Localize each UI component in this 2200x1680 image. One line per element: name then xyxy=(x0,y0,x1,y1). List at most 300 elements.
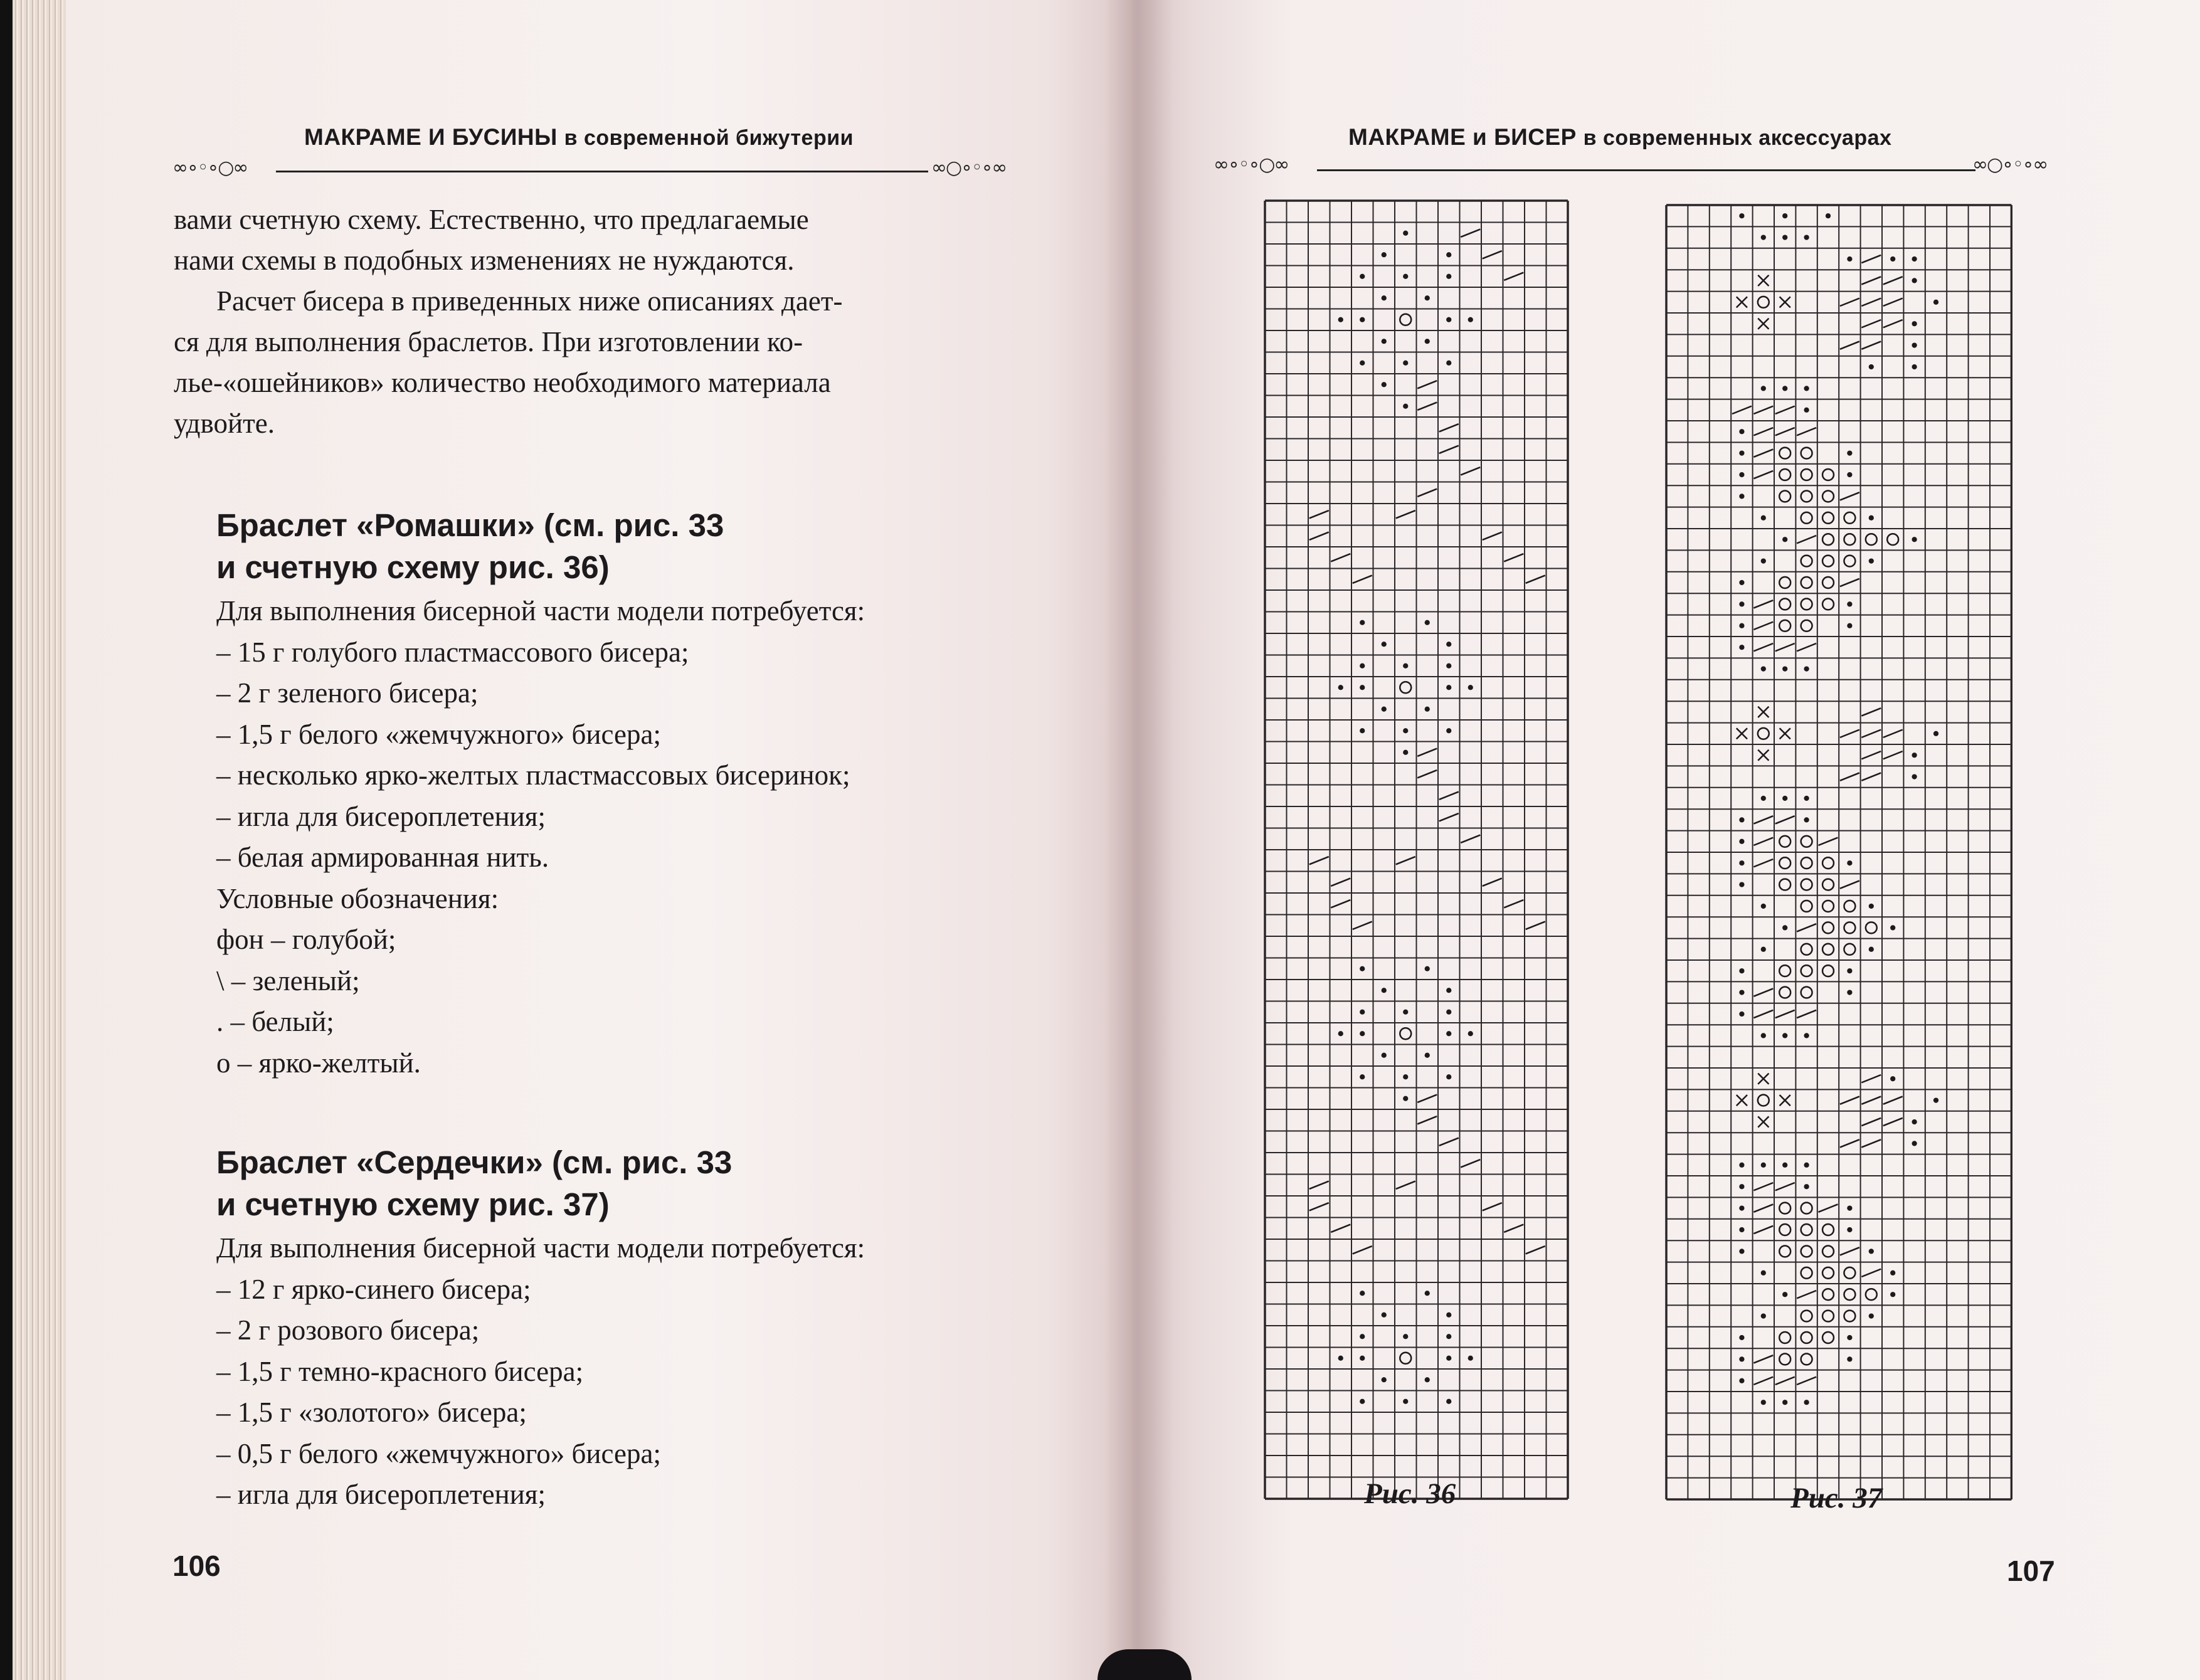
white-bead-mark xyxy=(1761,1313,1766,1318)
green-bead-mark xyxy=(1504,273,1523,280)
cross-bead-mark xyxy=(1758,1116,1769,1127)
white-bead-mark xyxy=(1761,515,1766,520)
white-bead-mark xyxy=(1782,386,1787,391)
section2-line: – 2 г розового бисера; xyxy=(216,1314,480,1346)
cross-bead-mark xyxy=(1758,1074,1769,1084)
green-bead-mark xyxy=(1396,510,1415,518)
cross-bead-mark xyxy=(1737,728,1747,739)
yellow-bead-mark xyxy=(1822,534,1834,545)
yellow-bead-mark xyxy=(1801,598,1812,610)
white-bead-mark xyxy=(1739,450,1744,455)
yellow-bead-mark xyxy=(1822,1245,1834,1257)
left-header-rule xyxy=(276,171,928,172)
white-bead-mark xyxy=(1739,1012,1744,1017)
white-bead-mark xyxy=(1761,386,1766,391)
green-bead-mark xyxy=(1753,859,1773,867)
yellow-bead-mark xyxy=(1801,1203,1812,1214)
white-bead-mark xyxy=(1425,966,1430,971)
green-bead-mark xyxy=(1483,532,1502,540)
cross-bead-mark xyxy=(1780,297,1790,307)
white-bead-mark xyxy=(1425,1053,1430,1058)
green-bead-mark xyxy=(1439,446,1459,453)
green-bead-mark xyxy=(1883,751,1903,759)
yellow-bead-mark xyxy=(1779,448,1790,459)
green-bead-mark xyxy=(1753,1377,1773,1385)
white-bead-mark xyxy=(1761,235,1766,240)
yellow-bead-mark xyxy=(1822,901,1834,912)
white-bead-mark xyxy=(1739,817,1744,822)
yellow-bead-mark xyxy=(1844,944,1855,955)
intro-line: Расчет бисера в приведенных ниже описаниях дает- xyxy=(216,285,843,317)
white-bead-mark xyxy=(1782,925,1787,930)
white-bead-mark xyxy=(1782,1033,1787,1038)
yellow-bead-mark xyxy=(1801,987,1812,998)
yellow-bead-mark xyxy=(1779,469,1790,480)
white-bead-mark xyxy=(1446,1313,1451,1318)
green-bead-mark xyxy=(1861,1139,1881,1147)
yellow-bead-mark xyxy=(1822,1289,1834,1300)
white-bead-mark xyxy=(1739,990,1744,995)
green-bead-mark xyxy=(1331,879,1350,886)
green-bead-mark xyxy=(1461,230,1480,237)
green-bead-mark xyxy=(1753,838,1773,845)
green-bead-mark xyxy=(1331,1225,1350,1232)
green-bead-mark xyxy=(1840,1247,1859,1255)
white-bead-mark xyxy=(1761,1163,1766,1168)
yellow-bead-mark xyxy=(1779,879,1790,890)
yellow-bead-mark xyxy=(1822,490,1834,502)
gutter-shadow xyxy=(1104,0,1173,1680)
white-bead-mark xyxy=(1360,1074,1365,1079)
beading-scheme-figure-37 xyxy=(1665,204,2012,1501)
white-bead-mark xyxy=(1360,1291,1365,1296)
white-bead-mark xyxy=(1804,235,1809,240)
green-bead-mark xyxy=(1353,576,1372,583)
white-bead-mark xyxy=(1382,382,1387,387)
white-bead-mark xyxy=(1847,256,1852,262)
white-bead-mark xyxy=(1933,300,1938,305)
yellow-bead-mark xyxy=(1801,1224,1812,1235)
white-bead-mark xyxy=(1869,364,1874,369)
green-bead-mark xyxy=(1883,320,1903,327)
green-bead-mark xyxy=(1439,424,1459,431)
green-bead-mark xyxy=(1797,643,1816,651)
green-bead-mark xyxy=(1753,622,1773,630)
right-ornament-icon: ∞∘◦∘○∞ xyxy=(1214,154,1289,176)
green-bead-mark xyxy=(1309,510,1329,518)
left-page-number: 106 xyxy=(172,1550,221,1582)
section1-line: . – белый; xyxy=(216,1006,334,1037)
white-bead-mark xyxy=(1446,1399,1451,1404)
white-bead-mark xyxy=(1338,685,1343,690)
green-bead-mark xyxy=(1861,708,1881,716)
figure-37-caption: Рис. 37 xyxy=(1790,1482,1883,1514)
yellow-bead-mark xyxy=(1801,1267,1812,1279)
green-bead-mark xyxy=(1840,1139,1859,1147)
scheme-grid xyxy=(1264,199,1569,1500)
green-bead-mark xyxy=(1417,403,1437,410)
white-bead-mark xyxy=(1782,796,1787,801)
white-bead-mark xyxy=(1403,1334,1408,1339)
yellow-bead-mark xyxy=(1844,1311,1855,1322)
green-bead-mark xyxy=(1861,341,1881,349)
green-bead-mark xyxy=(1439,813,1459,821)
yellow-bead-mark xyxy=(1779,1203,1790,1214)
white-bead-mark xyxy=(1403,728,1408,733)
yellow-bead-mark xyxy=(1758,728,1769,739)
green-bead-mark xyxy=(1526,1246,1545,1254)
white-bead-mark xyxy=(1739,1378,1744,1383)
cross-bead-mark xyxy=(1758,319,1769,329)
white-bead-mark xyxy=(1338,1031,1343,1036)
white-bead-mark xyxy=(1360,1399,1365,1404)
yellow-bead-mark xyxy=(1866,1289,1877,1300)
white-bead-mark xyxy=(1761,904,1766,909)
green-bead-mark xyxy=(1797,428,1816,435)
white-bead-mark xyxy=(1804,1184,1809,1189)
green-bead-mark xyxy=(1483,879,1502,886)
white-bead-mark xyxy=(1739,1356,1744,1361)
yellow-bead-mark xyxy=(1801,1245,1812,1257)
white-bead-mark xyxy=(1933,731,1938,736)
green-bead-mark xyxy=(1753,1010,1773,1018)
white-bead-mark xyxy=(1382,339,1387,344)
section1-line: фон – голубой; xyxy=(216,924,396,955)
white-bead-mark xyxy=(1804,817,1809,822)
section1-line: – игла для бисероплетения; xyxy=(216,800,546,832)
white-bead-mark xyxy=(1382,642,1387,647)
yellow-bead-mark xyxy=(1779,1245,1790,1257)
green-bead-mark xyxy=(1417,770,1437,778)
white-bead-mark xyxy=(1360,620,1365,625)
white-bead-mark xyxy=(1869,515,1874,520)
yellow-bead-mark xyxy=(1801,469,1812,480)
yellow-bead-mark xyxy=(1801,620,1812,631)
white-bead-mark xyxy=(1360,663,1365,668)
white-bead-mark xyxy=(1761,947,1766,952)
white-bead-mark xyxy=(1446,1074,1451,1079)
section1-line: Условные обозначения: xyxy=(216,882,499,914)
white-bead-mark xyxy=(1761,666,1766,671)
yellow-bead-mark xyxy=(1801,1353,1812,1365)
yellow-bead-mark xyxy=(1822,879,1834,890)
green-bead-mark xyxy=(1309,1203,1329,1210)
green-bead-mark xyxy=(1840,298,1859,306)
left-ornament-right-icon: ∞○∘◦∘∞ xyxy=(931,157,1007,179)
green-bead-mark xyxy=(1753,988,1773,996)
left-running-head xyxy=(304,124,854,151)
section2-title: Браслет «Сердечки» (см. рис. 33 xyxy=(216,1144,732,1180)
green-bead-mark xyxy=(1840,730,1859,737)
yellow-bead-mark xyxy=(1822,944,1834,955)
white-bead-mark xyxy=(1739,968,1744,973)
white-bead-mark xyxy=(1403,663,1408,668)
white-bead-mark xyxy=(1933,1097,1938,1102)
white-bead-mark xyxy=(1761,1271,1766,1276)
left-running-head-caps: МАКРАМЕ И БУСИНЫ xyxy=(304,124,558,150)
yellow-bead-mark xyxy=(1866,922,1877,933)
white-bead-mark xyxy=(1739,601,1744,606)
white-bead-mark xyxy=(1468,317,1473,322)
green-bead-mark xyxy=(1840,492,1859,500)
section1-line: – 1,5 г белого «жемчужного» бисера; xyxy=(216,718,661,750)
white-bead-mark xyxy=(1782,666,1787,671)
white-bead-mark xyxy=(1403,361,1408,366)
white-bead-mark xyxy=(1403,1399,1408,1404)
white-bead-mark xyxy=(1912,1141,1917,1146)
green-bead-mark xyxy=(1840,1096,1859,1104)
green-bead-mark xyxy=(1753,1204,1773,1212)
white-bead-mark xyxy=(1425,339,1430,344)
green-bead-mark xyxy=(1439,792,1459,800)
green-bead-mark xyxy=(1504,554,1523,561)
yellow-bead-mark xyxy=(1801,879,1812,890)
yellow-bead-mark xyxy=(1779,987,1790,998)
white-bead-mark xyxy=(1739,623,1744,628)
green-bead-mark xyxy=(1309,857,1329,864)
green-bead-mark xyxy=(1331,900,1350,907)
green-bead-mark xyxy=(1753,600,1773,608)
green-bead-mark xyxy=(1504,900,1523,907)
white-bead-mark xyxy=(1403,231,1408,236)
white-bead-mark xyxy=(1804,796,1809,801)
yellow-bead-mark xyxy=(1822,1267,1834,1279)
intro-line: ся для выполнения браслетов. При изготовлении ко- xyxy=(174,326,803,357)
green-bead-mark xyxy=(1309,1181,1329,1189)
intro-line: вами счетную схему. Естественно, что предлагаемые xyxy=(174,204,809,235)
white-bead-mark xyxy=(1847,623,1852,628)
right-running-head-caps: МАКРАМЕ и БИСЕР xyxy=(1348,124,1577,150)
white-bead-mark xyxy=(1804,408,1809,413)
green-bead-mark xyxy=(1396,857,1415,864)
white-bead-mark xyxy=(1804,1400,1809,1405)
white-bead-mark xyxy=(1425,707,1430,712)
left-text-column xyxy=(174,199,1045,1516)
green-bead-mark xyxy=(1483,251,1502,258)
white-bead-mark xyxy=(1382,252,1387,257)
white-bead-mark xyxy=(1468,685,1473,690)
green-bead-mark xyxy=(1861,1075,1881,1082)
green-bead-mark xyxy=(1797,1377,1816,1385)
green-bead-mark xyxy=(1526,576,1545,583)
page-stack-edges xyxy=(13,0,66,1680)
white-bead-mark xyxy=(1446,642,1451,647)
green-bead-mark xyxy=(1861,298,1881,306)
yellow-bead-mark xyxy=(1887,534,1898,545)
yellow-bead-mark xyxy=(1844,556,1855,567)
green-bead-mark xyxy=(1775,406,1795,414)
green-bead-mark xyxy=(1861,1118,1881,1126)
yellow-bead-mark xyxy=(1801,1311,1812,1322)
green-bead-mark xyxy=(1417,381,1437,388)
yellow-bead-mark xyxy=(1758,297,1769,308)
white-bead-mark xyxy=(1739,882,1744,887)
white-bead-mark xyxy=(1890,256,1895,262)
cross-bead-mark xyxy=(1758,750,1769,761)
yellow-bead-mark xyxy=(1801,577,1812,588)
white-bead-mark xyxy=(1782,537,1787,542)
white-bead-mark xyxy=(1804,1163,1809,1168)
white-bead-mark xyxy=(1804,386,1809,391)
section1-line: \ – зеленый; xyxy=(216,964,360,996)
white-bead-mark xyxy=(1446,274,1451,279)
white-bead-mark xyxy=(1360,966,1365,971)
white-bead-mark xyxy=(1739,213,1744,218)
section2-line: Для выполнения бисерной части модели потребуется: xyxy=(216,1232,865,1264)
white-bead-mark xyxy=(1761,558,1766,563)
white-bead-mark xyxy=(1739,1249,1744,1254)
white-bead-mark xyxy=(1446,1031,1451,1036)
green-bead-mark xyxy=(1883,298,1903,306)
white-bead-mark xyxy=(1446,728,1451,733)
green-bead-mark xyxy=(1861,773,1881,780)
white-bead-mark xyxy=(1425,1291,1430,1296)
white-bead-mark xyxy=(1847,860,1852,865)
white-bead-mark xyxy=(1403,404,1408,409)
section1-line: о – ярко-желтый. xyxy=(216,1047,421,1079)
green-bead-mark xyxy=(1775,1183,1795,1190)
white-bead-mark xyxy=(1360,1010,1365,1015)
white-bead-mark xyxy=(1782,1163,1787,1168)
white-bead-mark xyxy=(1890,1271,1895,1276)
green-bead-mark xyxy=(1331,554,1350,561)
right-running-head-rest: в современных аксессуарах xyxy=(1583,126,1892,150)
green-bead-mark xyxy=(1775,428,1795,435)
white-bead-mark xyxy=(1382,988,1387,993)
white-bead-mark xyxy=(1912,256,1917,262)
yellow-bead-mark xyxy=(1779,1353,1790,1365)
white-bead-mark xyxy=(1739,1205,1744,1210)
yellow-bead-mark xyxy=(1779,1332,1790,1343)
section1-title-line2: и счетную схему рис. 36) xyxy=(216,549,610,585)
white-bead-mark xyxy=(1382,1053,1387,1058)
green-bead-mark xyxy=(1417,1095,1437,1102)
white-bead-mark xyxy=(1869,904,1874,909)
yellow-bead-mark xyxy=(1844,901,1855,912)
left-ornament-icon: ∞∘◦∘○∞ xyxy=(172,157,248,179)
yellow-bead-mark xyxy=(1801,944,1812,955)
white-bead-mark xyxy=(1847,1335,1852,1340)
white-bead-mark xyxy=(1425,1377,1430,1382)
green-bead-mark xyxy=(1861,255,1881,263)
green-bead-mark xyxy=(1883,730,1903,737)
green-bead-mark xyxy=(1775,816,1795,823)
white-bead-mark xyxy=(1739,580,1744,585)
yellow-bead-mark xyxy=(1779,836,1790,847)
yellow-bead-mark xyxy=(1844,1267,1855,1279)
yellow-bead-mark xyxy=(1822,1311,1834,1322)
white-bead-mark xyxy=(1847,472,1852,477)
cross-bead-mark xyxy=(1780,1095,1790,1106)
yellow-bead-mark xyxy=(1400,1028,1411,1039)
white-bead-mark xyxy=(1912,321,1917,326)
white-bead-mark xyxy=(1338,317,1343,322)
white-bead-mark xyxy=(1446,1010,1451,1015)
white-bead-mark xyxy=(1739,1227,1744,1232)
white-bead-mark xyxy=(1739,645,1744,650)
white-bead-mark xyxy=(1360,1031,1365,1036)
white-bead-mark xyxy=(1912,364,1917,369)
cross-bead-mark xyxy=(1737,297,1747,307)
green-bead-mark xyxy=(1819,838,1838,845)
white-bead-mark xyxy=(1912,278,1917,283)
green-bead-mark xyxy=(1396,1181,1415,1189)
white-bead-mark xyxy=(1446,361,1451,366)
white-bead-mark xyxy=(1912,774,1917,779)
green-bead-mark xyxy=(1309,532,1329,540)
green-bead-mark xyxy=(1861,277,1881,284)
white-bead-mark xyxy=(1761,796,1766,801)
white-bead-mark xyxy=(1782,1292,1787,1297)
section1-line: Для выполнения бисерной части модели потребуется: xyxy=(216,595,865,626)
yellow-bead-mark xyxy=(1779,490,1790,502)
white-bead-mark xyxy=(1360,1356,1365,1361)
white-bead-mark xyxy=(1869,947,1874,952)
green-bead-mark xyxy=(1797,1291,1816,1298)
white-bead-mark xyxy=(1912,537,1917,542)
white-bead-mark xyxy=(1360,1334,1365,1339)
white-bead-mark xyxy=(1847,601,1852,606)
yellow-bead-mark xyxy=(1779,1224,1790,1235)
section2-line: – 0,5 г белого «жемчужного» бисера; xyxy=(216,1437,661,1469)
white-bead-mark xyxy=(1826,213,1831,218)
white-bead-mark xyxy=(1782,1400,1787,1405)
white-bead-mark xyxy=(1446,252,1451,257)
yellow-bead-mark xyxy=(1801,836,1812,847)
green-bead-mark xyxy=(1840,773,1859,780)
yellow-bead-mark xyxy=(1801,965,1812,976)
yellow-bead-mark xyxy=(1844,512,1855,524)
yellow-bead-mark xyxy=(1822,1224,1834,1235)
yellow-bead-mark xyxy=(1822,965,1834,976)
section1-line: – 2 г зеленого бисера; xyxy=(216,677,479,709)
yellow-bead-mark xyxy=(1822,598,1834,610)
yellow-bead-mark xyxy=(1801,857,1812,869)
beading-scheme-figure-36 xyxy=(1264,199,1569,1500)
figure-36-caption: Рис. 36 xyxy=(1364,1477,1456,1510)
green-bead-mark xyxy=(1417,749,1437,756)
white-bead-mark xyxy=(1847,968,1852,973)
green-bead-mark xyxy=(1840,341,1859,349)
white-bead-mark xyxy=(1425,295,1430,300)
green-bead-mark xyxy=(1861,1269,1881,1277)
section2-title-line2: и счетную схему рис. 37) xyxy=(216,1186,610,1222)
right-ornament-right-icon: ∞○∘◦∘∞ xyxy=(1972,154,2048,176)
yellow-bead-mark xyxy=(1779,620,1790,631)
spine-shadow xyxy=(1097,1649,1192,1680)
scheme-grid xyxy=(1665,204,2012,1501)
white-bead-mark xyxy=(1739,429,1744,434)
yellow-bead-mark xyxy=(1400,1353,1411,1364)
white-bead-mark xyxy=(1360,274,1365,279)
green-bead-mark xyxy=(1753,643,1773,651)
white-bead-mark xyxy=(1847,1227,1852,1232)
white-bead-mark xyxy=(1403,1096,1408,1101)
white-bead-mark xyxy=(1739,472,1744,477)
green-bead-mark xyxy=(1775,1010,1795,1018)
white-bead-mark xyxy=(1446,317,1451,322)
green-bead-mark xyxy=(1461,467,1480,475)
yellow-bead-mark xyxy=(1844,922,1855,933)
yellow-bead-mark xyxy=(1844,1289,1855,1300)
white-bead-mark xyxy=(1847,450,1852,455)
section2-line: – 1,5 г «золотого» бисера; xyxy=(216,1397,527,1428)
white-bead-mark xyxy=(1847,990,1852,995)
green-bead-mark xyxy=(1840,880,1859,888)
white-bead-mark xyxy=(1446,1334,1451,1339)
white-bead-mark xyxy=(1382,707,1387,712)
white-bead-mark xyxy=(1446,1356,1451,1361)
